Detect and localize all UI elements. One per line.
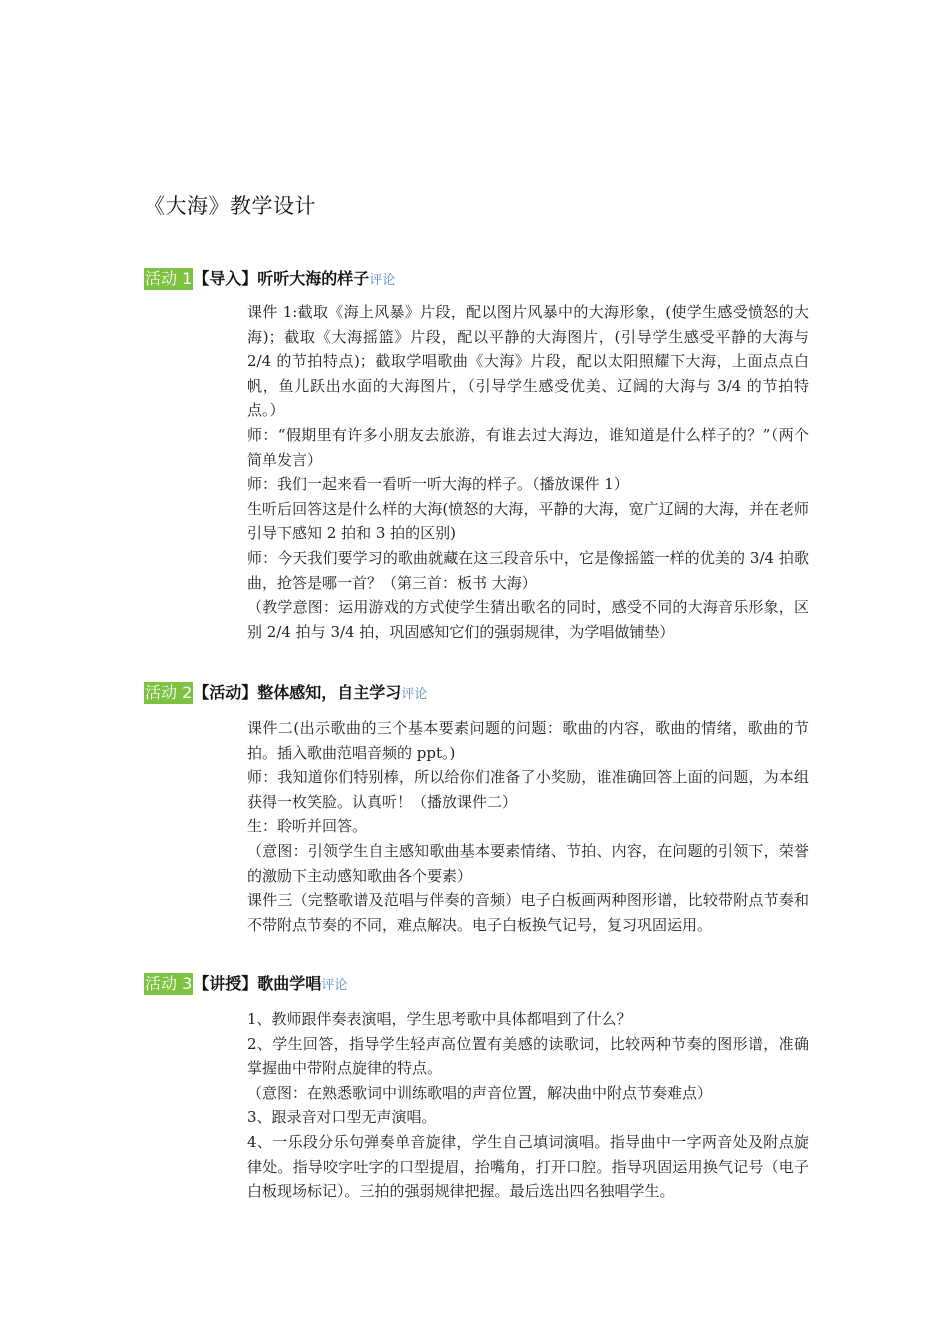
activity-title: 听听大海的样子 <box>257 269 370 288</box>
paragraph: 1、教师跟伴奏表演唱，学生思考歌中具体都唱到了什么？ <box>247 1010 632 1028</box>
activity-2-body <box>247 716 809 937</box>
paragraph: 课件三（完整歌谱及范唱与伴奏的音频）电子白板画两种图形谱，比较带附点节奏和不带附点节奏的不同，难点解决。电子白板换气记号，复习巩固运用。 <box>247 891 809 934</box>
comment-link[interactable]: 评论 <box>321 978 348 993</box>
paragraph: 师：“假期里有许多小朋友去旅游，有谁去过大海边，谁知道是什么样子的？”（两个简单发言） <box>247 425 809 469</box>
comment-link[interactable]: 评论 <box>369 273 396 288</box>
activity-bracket: 【讲授】 <box>193 974 258 993</box>
activity-tag: 活动 1 <box>145 269 193 288</box>
paragraph: 4、一乐段分乐句弹奏单音旋律，学生自己填词演唱。指导曲中一字两音处及附点旋律处。指导咬字吐字的口型提眉，抬嘴角，打开口腔。指导巩固运用换气记号（电子白板现场标记）。三拍的强弱规律把握。最后选出四名独唱学生。 <box>247 1132 809 1201</box>
activity-bracket: 【导入】 <box>193 269 258 288</box>
activity-3-heading <box>144 973 347 995</box>
paragraph: （教学意图：运用游戏的方式使学生猜出歌名的同时，感受不同的大海音乐形象，区别 2/4 拍与 3/4 拍，巩固感知它们的强弱规律，为学唱做铺垫） <box>247 598 809 641</box>
activity-title: 整体感知，自主学习 <box>257 683 402 702</box>
document-title: 《大海》教学设计 <box>144 194 316 218</box>
activity-3-body <box>247 1007 809 1204</box>
paragraph: 2、学生回答，指导学生轻声高位置有美感的读歌词，比较两种节奏的图形谱，准确掌握曲中带附点旋律的特点。 <box>247 1034 809 1078</box>
activity-tag: 活动 2 <box>145 683 193 702</box>
activity-2-heading <box>144 682 427 704</box>
paragraph: （意图：引领学生自主感知歌曲基本要素情绪、节拍、内容，在问题的引领下，荣誉的激励下主动感知歌曲各个要素） <box>247 841 809 885</box>
activity-1-body <box>247 300 809 644</box>
paragraph: 生听后回答这是什么样的大海(愤怒的大海，平静的大海，宽广辽阔的大海，并在老师引导下感知 2 拍和 3 拍的区别) <box>247 499 809 543</box>
activity-tag: 活动 3 <box>145 974 193 993</box>
comment-link[interactable]: 评论 <box>401 687 428 702</box>
paragraph: 师：我们一起来看一看听一听大海的样子。（播放课件 1） <box>247 475 629 494</box>
paragraph: 3、跟录音对口型无声演唱。 <box>247 1108 437 1127</box>
paragraph: 师：我知道你们特别棒，所以给你们准备了小奖励，谁准确回答上面的问题，为本组获得一枚笑脸。认真听！（播放课件二） <box>247 768 809 811</box>
activity-1-heading <box>144 268 395 290</box>
paragraph: 生：聆听并回答。 <box>247 817 368 836</box>
paragraph: 师：今天我们要学习的歌曲就藏在这三段音乐中，它是像摇篮一样的优美的 3/4 拍歌曲，抢答是哪一首？（第三首：板书 大海） <box>247 548 809 592</box>
activity-title: 歌曲学唱 <box>257 974 322 993</box>
activity-bracket: 【活动】 <box>193 683 258 702</box>
paragraph: 课件 1:截取《海上风暴》片段，配以图片风暴中的大海形象，(使学生感受愤怒的大海)；截取《大海摇篮》片段，配以平静的大海图片，(引导学生感受平静的大海与 2/4 的节拍特点)；截取学唱歌曲《大海》片段，配以太阳照耀下大海，上面点点白帆，鱼儿跃出水面的大海图片，（引导学生感受优美、辽阔的大海与 3/4 的节拍特点。） <box>247 303 809 420</box>
paragraph: （意图：在熟悉歌词中训练歌唱的声音位置，解决曲中附点节奏难点） <box>247 1083 713 1102</box>
paragraph: 课件二(出示歌曲的三个基本要素问题的问题：歌曲的内容，歌曲的情绪，歌曲的节拍。插入歌曲范唱音频的 ppt。) <box>247 719 809 762</box>
